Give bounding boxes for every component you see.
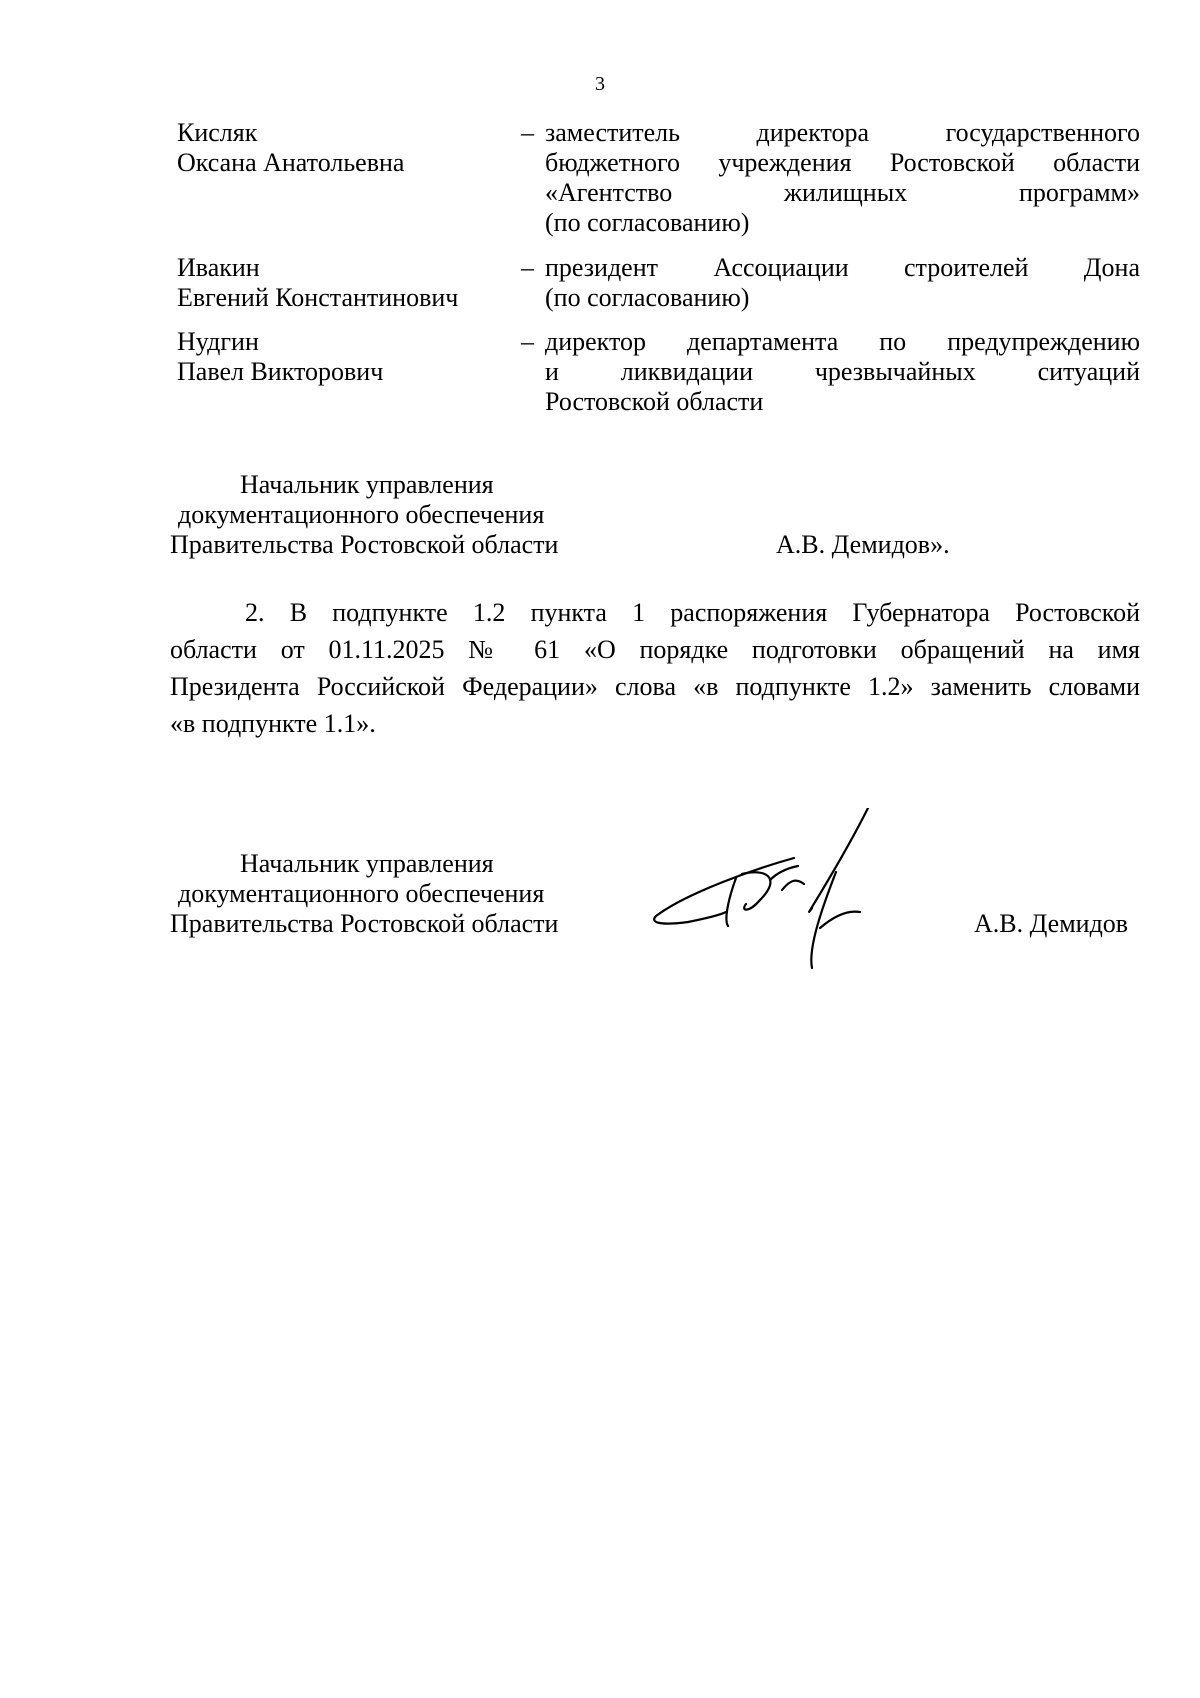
member-name — [177, 118, 507, 178]
role-line: бюджетного учреждения Ростовской области — [545, 148, 1140, 177]
member-given-names: Оксана Анатольевна — [177, 148, 405, 177]
signatory-title-line: Правительства Ростовской области — [170, 530, 559, 559]
signatory-title-line: документационного обеспечения — [178, 879, 545, 908]
role-line: заместитель директора государственного — [545, 118, 1140, 147]
member-role — [545, 327, 1140, 417]
member-role — [545, 118, 1140, 238]
role-line: «Агентство жилищных программ» — [545, 178, 1140, 207]
member-given-names: Павел Викторович — [177, 357, 384, 386]
role-line: президент Ассоциации строителей Дона — [545, 253, 1140, 282]
member-surname: Нудгин — [177, 327, 259, 356]
member-surname: Ивакин — [177, 253, 260, 282]
member-role — [545, 253, 1140, 313]
signatory-title-line: Правительства Ростовской области — [170, 909, 559, 938]
role-line: директор департамента по предупреждению — [545, 327, 1140, 356]
handwritten-signature — [648, 808, 928, 978]
role-line: (по согласованию) — [545, 208, 750, 237]
paragraph-line: 2. В подпункте 1.2 пункта 1 распоряжения Губернатора Ростовской — [245, 598, 1140, 627]
role-line: и ликвидации чрезвычайных ситуаций — [545, 357, 1140, 386]
signatory-name: А.В. Демидов — [974, 909, 1129, 938]
member-name — [177, 253, 507, 313]
page-number: 3 — [595, 73, 605, 95]
paragraph-line: области от 01.11.2025 № 61 «О порядке подготовки обращений на имя — [170, 635, 1140, 664]
member-name — [177, 327, 507, 387]
paragraph-line: Президента Российской Федерации» слова «в подпункте 1.2» заменить словами — [170, 672, 1140, 701]
dash-separator: – — [521, 327, 534, 356]
signatory-name: А.В. Демидов». — [776, 530, 950, 559]
role-line: Ростовской области — [545, 387, 764, 416]
signatory-title-line: Начальник управления — [240, 470, 494, 499]
paragraph-line: «в подпункте 1.1». — [170, 709, 376, 738]
dash-separator: – — [521, 253, 534, 282]
member-surname: Кисляк — [177, 118, 258, 147]
dash-separator: – — [521, 118, 534, 147]
role-line: (по согласованию) — [545, 283, 750, 312]
member-given-names: Евгений Константинович — [177, 283, 459, 312]
paragraph-2 — [170, 594, 1140, 742]
signatory-title-line: документационного обеспечения — [178, 500, 545, 529]
signatory-title-line: Начальник управления — [240, 849, 494, 878]
